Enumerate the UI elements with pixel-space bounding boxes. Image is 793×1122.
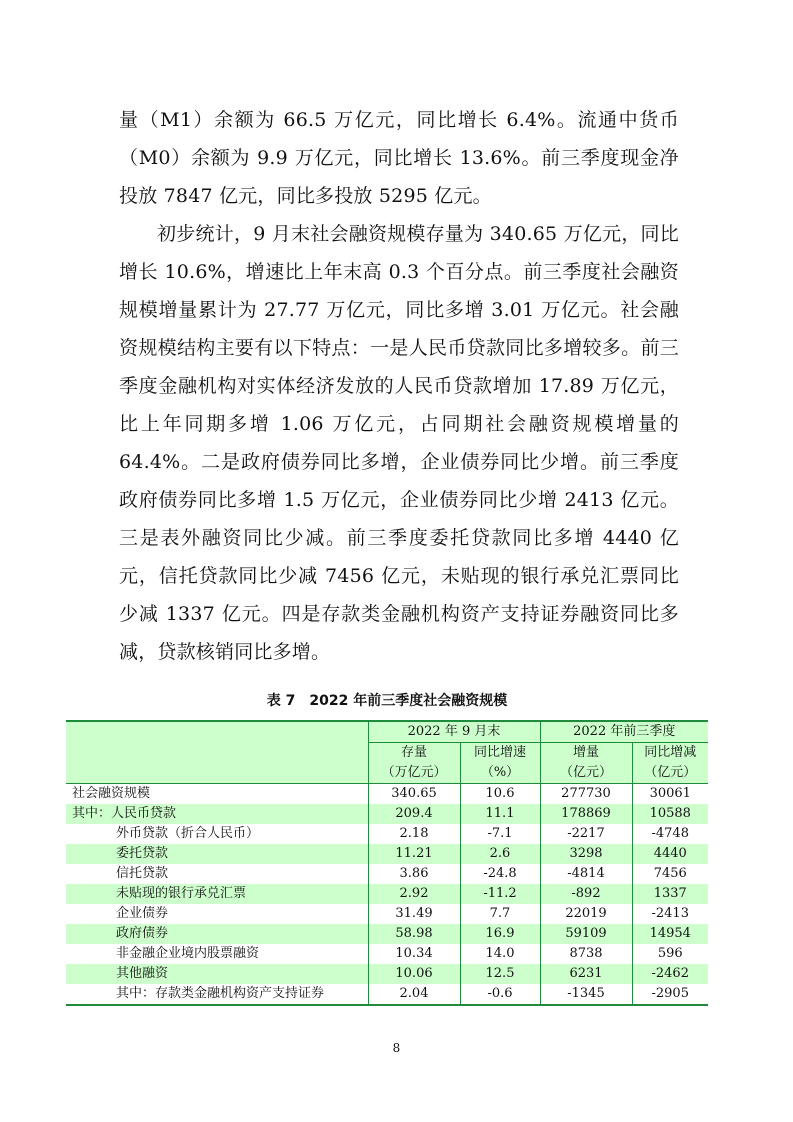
body-text bbox=[119, 101, 679, 671]
cell-value: 14954 bbox=[632, 924, 708, 944]
table-row bbox=[66, 964, 708, 984]
row-label: 未贴现的银行承兑汇票 bbox=[66, 884, 368, 904]
cell-value: 7.7 bbox=[460, 904, 540, 924]
table-row bbox=[66, 944, 708, 964]
cell-value: 10.34 bbox=[368, 944, 460, 964]
cell-value: 30061 bbox=[632, 784, 708, 805]
table-row bbox=[66, 904, 708, 924]
table-row bbox=[66, 784, 708, 805]
cell-value: 596 bbox=[632, 944, 708, 964]
paragraph-money-supply: 量（M1）余额为 66.5 万亿元，同比增长 6.4%。流通中货币（M0）余额为 9.9 万亿元，同比增长 13.6%。前三季度现金净投放 7847 亿元，同比多投放 5295 亿元。 bbox=[119, 109, 679, 207]
cell-value: -11.2 bbox=[460, 884, 540, 904]
column-unit-increment: （亿元） bbox=[540, 763, 632, 784]
row-label: 政府债券 bbox=[66, 924, 368, 944]
cell-value: -4748 bbox=[632, 824, 708, 844]
page-number: 8 bbox=[392, 1041, 401, 1055]
column-header-yoy-change: 同比增减 bbox=[632, 743, 708, 764]
cell-value: 31.49 bbox=[368, 904, 460, 924]
row-label: 委托贷款 bbox=[66, 844, 368, 864]
cell-value: 4440 bbox=[632, 844, 708, 864]
cell-value: -2905 bbox=[632, 984, 708, 1005]
column-unit-yoy-change: （亿元） bbox=[632, 763, 708, 784]
group-header-sep-end: 2022 年 9 月末 bbox=[368, 721, 540, 743]
cell-value: 6231 bbox=[540, 964, 632, 984]
row-label: 信托贷款 bbox=[116, 866, 169, 881]
cell-value: 10.06 bbox=[368, 964, 460, 984]
table-caption: 表 7 2022 年前三季度社会融资规模 bbox=[266, 693, 508, 709]
table-row bbox=[66, 864, 708, 884]
table-corner-cell bbox=[66, 721, 368, 784]
cell-value: -892 bbox=[540, 884, 632, 904]
row-label: 社会融资规模 bbox=[72, 786, 151, 801]
column-unit-stock: （万亿元） bbox=[368, 763, 460, 784]
cell-value: 209.4 bbox=[368, 804, 460, 824]
cell-value: 7456 bbox=[632, 864, 708, 884]
cell-value: 8738 bbox=[540, 944, 632, 964]
table-row bbox=[66, 984, 708, 1005]
cell-value: 12.5 bbox=[460, 964, 540, 984]
cell-value: 11.1 bbox=[460, 804, 540, 824]
cell-value: 3.86 bbox=[368, 864, 460, 884]
cell-value: 22019 bbox=[540, 904, 632, 924]
cell-value: 11.21 bbox=[368, 844, 460, 864]
cell-value: -0.6 bbox=[460, 984, 540, 1005]
row-label: 企业债券 bbox=[116, 906, 169, 921]
table-row bbox=[66, 924, 708, 944]
cell-value: 14.0 bbox=[460, 944, 540, 964]
cell-value: 3298 bbox=[540, 844, 632, 864]
row-label: 其中：存款类金融机构资产支持证券 bbox=[66, 984, 368, 1005]
cell-value: -2462 bbox=[632, 964, 708, 984]
cell-value: 2.6 bbox=[460, 844, 540, 864]
row-label: 外币贷款（折合人民币） bbox=[116, 826, 260, 841]
table-row bbox=[66, 884, 708, 904]
column-header-increment: 增量 bbox=[540, 743, 632, 764]
cell-value: 58.98 bbox=[368, 924, 460, 944]
cell-value: 178869 bbox=[540, 804, 632, 824]
cell-value: 1337 bbox=[632, 884, 708, 904]
cell-value: 340.65 bbox=[368, 784, 460, 805]
row-label: 其中：人民币贷款 bbox=[66, 804, 368, 824]
table-row bbox=[66, 844, 708, 864]
column-header-growth-rate: 同比增速 bbox=[460, 743, 540, 764]
social-financing-table bbox=[66, 720, 708, 1006]
cell-value: 2.18 bbox=[368, 824, 460, 844]
table-row bbox=[66, 804, 708, 824]
cell-value: -7.1 bbox=[460, 824, 540, 844]
cell-value: -1345 bbox=[540, 984, 632, 1005]
column-unit-growth-rate: （%） bbox=[460, 763, 540, 784]
cell-value: 2.04 bbox=[368, 984, 460, 1005]
row-label: 非金融企业境内股票融资 bbox=[116, 946, 260, 961]
row-label: 其他融资 bbox=[66, 964, 368, 984]
cell-value: -4814 bbox=[540, 864, 632, 884]
paragraph-social-financing: 初步统计，9 月末社会融资规模存量为 340.65 万亿元，同比增长 10.6%，增速比上年末高 0.3 个百分点。前三季度社会融资规模增量累计为 27.77 万亿元，同比多增 3.01 万亿元。社会融资规模结构主要有以下特点：一是人民币贷款同比多增较多。前三季度金融机构对实体经济发放的人民币贷款增加 17.89 万亿元，比上年同期多增 1.06 万亿元，占同期社会融资规模增量的 64.4%。二是政府债券同比多增，企业债券同比少增。前三季度政府债券同比多增 1.5 万亿元，企业债券同比少增 2413 亿元。三是表外融资同比少减。前三季度委托贷款同比多增 4440 亿元，信托贷款同比少减 7456 亿元，未贴现的银行承兑汇票同比少减 1337 亿元。四是存款类金融机构资产支持证券融资同比多减，贷款核销同比多增。 bbox=[119, 223, 679, 663]
table-group-header-row bbox=[66, 721, 708, 743]
cell-value: 277730 bbox=[540, 784, 632, 805]
cell-value: -2217 bbox=[540, 824, 632, 844]
cell-value: -2413 bbox=[632, 904, 708, 924]
group-header-q1-q3: 2022 年前三季度 bbox=[540, 721, 708, 743]
cell-value: 59109 bbox=[540, 924, 632, 944]
column-header-stock: 存量 bbox=[368, 743, 460, 764]
cell-value: 16.9 bbox=[460, 924, 540, 944]
cell-value: 10588 bbox=[632, 804, 708, 824]
cell-value: 2.92 bbox=[368, 884, 460, 904]
cell-value: 10.6 bbox=[460, 784, 540, 805]
table-row bbox=[66, 824, 708, 844]
cell-value: -24.8 bbox=[460, 864, 540, 884]
